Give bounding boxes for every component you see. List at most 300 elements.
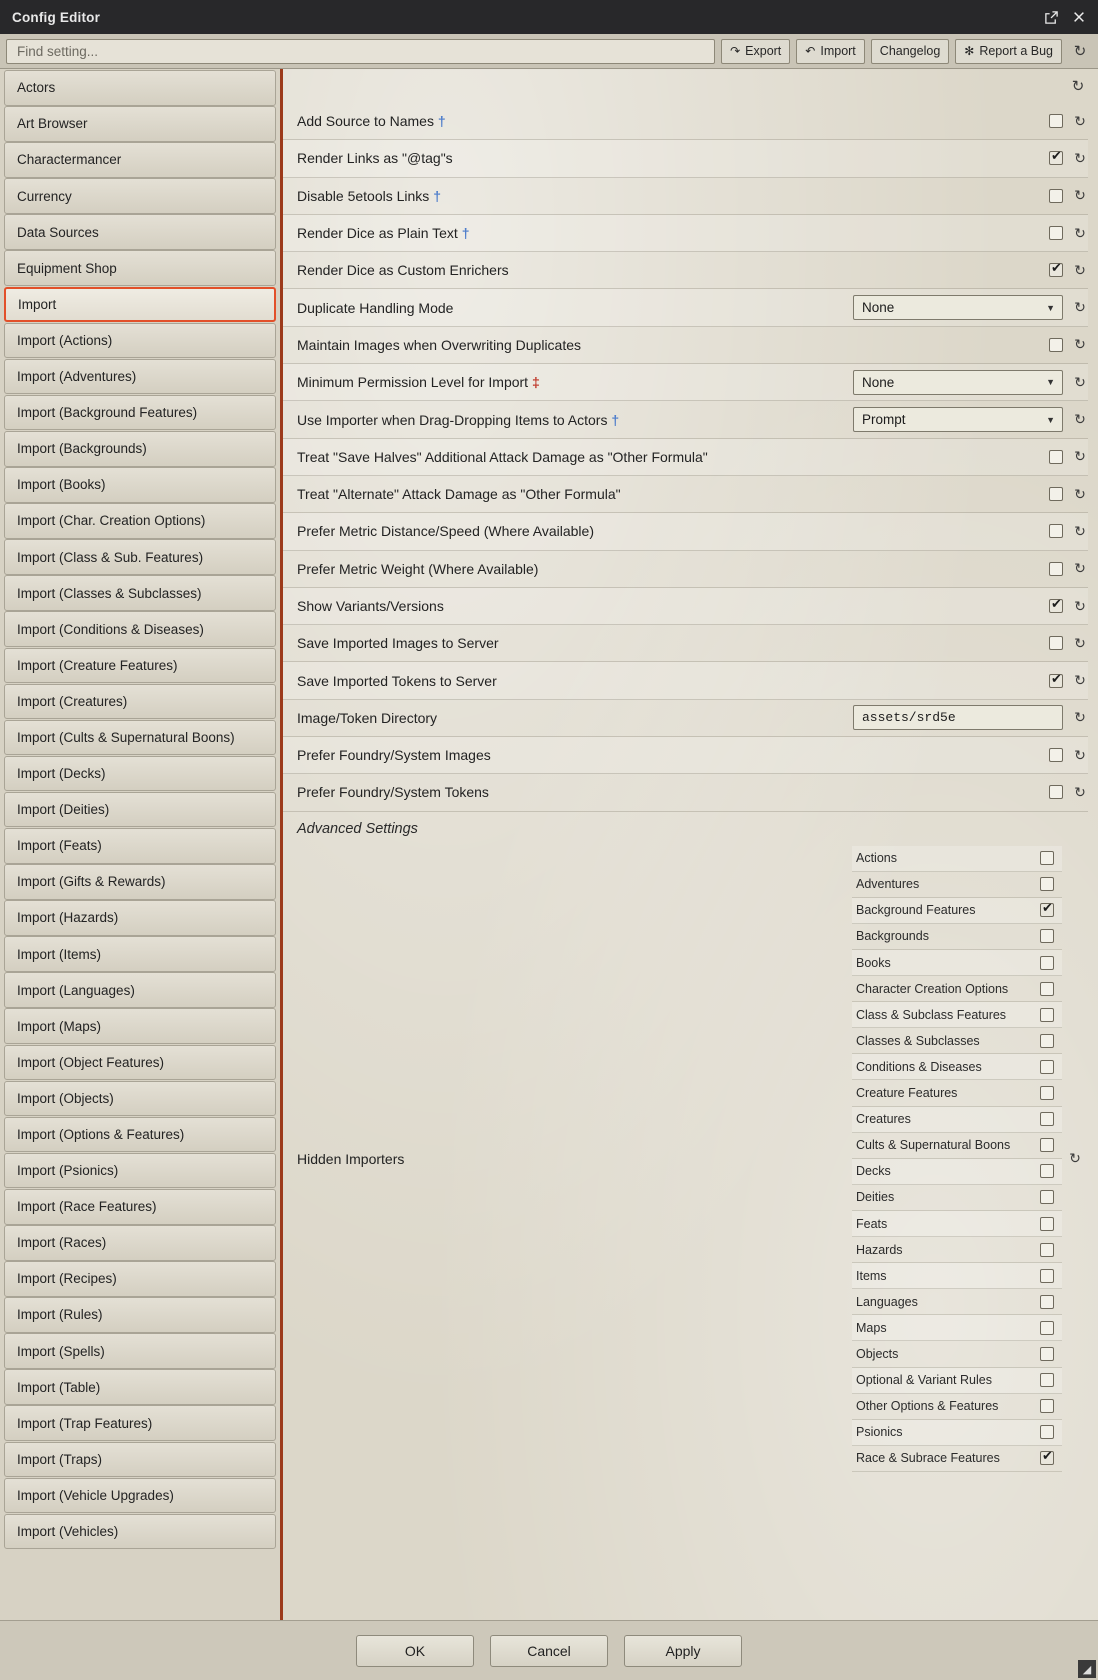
sidebar-item-import-hazards[interactable] bbox=[4, 900, 276, 936]
setting-checkbox[interactable] bbox=[1049, 338, 1063, 352]
hidden-importer-row[interactable] bbox=[852, 1289, 1062, 1315]
sidebar-item-import-backgrounds[interactable] bbox=[4, 431, 276, 467]
setting-reset-icon[interactable]: ↻ bbox=[1074, 411, 1086, 428]
hidden-importers-list bbox=[852, 846, 1062, 1472]
setting-dropdown-value: None bbox=[862, 300, 895, 316]
report-bug-label: Report a Bug bbox=[979, 44, 1053, 58]
sidebar-item-label: Import (Creature Features) bbox=[17, 657, 178, 673]
cancel-button[interactable]: Cancel bbox=[490, 1635, 608, 1667]
hidden-importer-row[interactable] bbox=[852, 1054, 1062, 1080]
settings-pane bbox=[283, 69, 1098, 1620]
apply-button[interactable]: Apply bbox=[624, 1635, 742, 1667]
setting-reset-icon[interactable]: ↻ bbox=[1074, 187, 1086, 204]
hidden-importer-label: Creature Features bbox=[856, 1086, 958, 1101]
sidebar-item-label: Import (Gifts & Rewards) bbox=[17, 874, 166, 890]
import-label: Import bbox=[820, 44, 856, 58]
sidebar-item-import-vehicle-upgrades[interactable] bbox=[4, 1478, 276, 1514]
sidebar-item-import-class-sub-features[interactable] bbox=[4, 539, 276, 575]
hidden-importer-checkbox[interactable] bbox=[1040, 1060, 1054, 1074]
setting-control bbox=[1049, 150, 1088, 167]
setting-reset-icon[interactable]: ↻ bbox=[1074, 485, 1086, 502]
sidebar-item-label: Import (Deities) bbox=[17, 802, 110, 818]
sidebar-item-charactermancer[interactable] bbox=[4, 142, 276, 178]
setting-checkbox[interactable] bbox=[1049, 226, 1063, 240]
hidden-importer-row[interactable] bbox=[852, 1446, 1062, 1472]
setting-checkbox[interactable] bbox=[1049, 450, 1063, 464]
hidden-importer-checkbox[interactable] bbox=[1040, 1034, 1054, 1048]
sidebar-item-label: Charactermancer bbox=[17, 152, 122, 168]
dagger-marker: † bbox=[433, 187, 441, 204]
advanced-settings-header: Advanced Settings bbox=[297, 820, 418, 837]
setting-control bbox=[1049, 523, 1088, 540]
hidden-importer-checkbox[interactable] bbox=[1040, 982, 1054, 996]
setting-label bbox=[297, 188, 1049, 204]
sidebar-item-import-char-creation-options[interactable] bbox=[4, 503, 276, 539]
window-titlebar bbox=[0, 0, 1098, 34]
setting-control bbox=[1049, 598, 1088, 615]
setting-control bbox=[1049, 784, 1088, 801]
hidden-importer-row[interactable] bbox=[852, 1394, 1062, 1420]
hidden-importer-row[interactable] bbox=[852, 1107, 1062, 1133]
setting-label bbox=[297, 747, 1049, 763]
hidden-importer-row[interactable] bbox=[852, 1315, 1062, 1341]
setting-label bbox=[297, 113, 1049, 129]
sidebar-item-label: Actors bbox=[17, 80, 56, 96]
sidebar-item-import-maps[interactable] bbox=[4, 1008, 276, 1044]
sidebar-item-label: Import (Recipes) bbox=[17, 1271, 117, 1287]
setting-row bbox=[283, 178, 1088, 215]
setting-label bbox=[297, 449, 1049, 465]
setting-dropdown[interactable] bbox=[853, 295, 1063, 320]
hidden-importer-checkbox[interactable] bbox=[1040, 956, 1054, 970]
setting-checkbox[interactable] bbox=[1049, 189, 1063, 203]
setting-text-input[interactable] bbox=[853, 705, 1063, 730]
setting-control bbox=[1049, 262, 1088, 279]
hidden-importer-row[interactable] bbox=[852, 1159, 1062, 1185]
sidebar-item-import-feats[interactable] bbox=[4, 828, 276, 864]
hidden-importer-checkbox[interactable] bbox=[1040, 1373, 1054, 1387]
sidebar-item-label: Art Browser bbox=[17, 116, 88, 132]
hidden-importer-row[interactable] bbox=[852, 1002, 1062, 1028]
sidebar-item-label: Import (Vehicles) bbox=[17, 1524, 119, 1540]
hidden-importer-checkbox[interactable] bbox=[1040, 1269, 1054, 1283]
sidebar-item-label: Import (Maps) bbox=[17, 1018, 102, 1034]
sidebar-item-data-sources[interactable] bbox=[4, 214, 276, 250]
hidden-importer-checkbox[interactable] bbox=[1040, 1399, 1054, 1413]
setting-label-text: Render Dice as Custom Enrichers bbox=[297, 262, 509, 279]
setting-label bbox=[297, 561, 1049, 577]
dialog-footer bbox=[0, 1620, 1098, 1680]
hidden-importer-checkbox[interactable] bbox=[1040, 1451, 1054, 1465]
setting-checkbox[interactable] bbox=[1049, 263, 1063, 277]
import-icon: ↶ bbox=[805, 44, 816, 58]
sidebar-item-label: Import (Adventures) bbox=[17, 369, 137, 385]
window-title: Config Editor bbox=[12, 9, 101, 25]
setting-checkbox[interactable] bbox=[1049, 748, 1063, 762]
export-button[interactable] bbox=[721, 39, 790, 64]
double-dagger-marker: ‡ bbox=[531, 374, 540, 391]
sidebar-item-import-vehicles[interactable] bbox=[4, 1514, 276, 1550]
setting-reset-icon[interactable]: ↻ bbox=[1074, 560, 1086, 577]
hidden-importer-checkbox[interactable] bbox=[1040, 1190, 1054, 1204]
setting-row bbox=[283, 476, 1088, 513]
setting-text-value: assets/srd5e bbox=[862, 710, 956, 726]
sidebar-item-label: Import (Char. Creation Options) bbox=[17, 513, 206, 529]
hidden-importer-checkbox[interactable] bbox=[1040, 1008, 1054, 1022]
sidebar-item-import-rules[interactable] bbox=[4, 1297, 276, 1333]
hidden-importer-row[interactable] bbox=[852, 1368, 1062, 1394]
setting-control bbox=[1049, 187, 1088, 204]
hidden-importer-row[interactable] bbox=[852, 1185, 1062, 1211]
setting-label-text: Render Links as "@tag"s bbox=[297, 150, 453, 167]
setting-label-text: Add Source to Names bbox=[297, 113, 434, 130]
sidebar-item-import[interactable] bbox=[4, 287, 276, 323]
hidden-importer-checkbox[interactable] bbox=[1040, 1425, 1054, 1439]
sidebar-item-label: Import (Table) bbox=[17, 1379, 101, 1395]
sidebar-item-import-object-features[interactable] bbox=[4, 1045, 276, 1081]
sidebar-item-label: Import (Background Features) bbox=[17, 405, 198, 421]
sidebar-item-label: Import (Cults & Supernatural Boons) bbox=[17, 729, 235, 745]
settings-list bbox=[283, 103, 1098, 1620]
setting-reset-icon[interactable]: ↻ bbox=[1074, 149, 1086, 166]
setting-label bbox=[297, 784, 1049, 800]
sidebar-item-label: Data Sources bbox=[17, 224, 99, 240]
setting-label-text: Prefer Foundry/System Tokens bbox=[297, 784, 489, 801]
hidden-importer-label: Classes & Subclasses bbox=[856, 1033, 980, 1048]
sidebar-item-label: Import (Traps) bbox=[17, 1451, 103, 1467]
setting-row bbox=[283, 252, 1088, 289]
setting-control bbox=[1049, 113, 1088, 130]
sidebar-item-label: Import (Languages) bbox=[17, 982, 135, 998]
hidden-importer-row[interactable] bbox=[852, 1211, 1062, 1237]
sidebar-item-actors[interactable] bbox=[4, 70, 276, 106]
setting-checkbox[interactable] bbox=[1049, 487, 1063, 501]
sidebar-item-label: Import (Spells) bbox=[17, 1343, 105, 1359]
hidden-importer-checkbox[interactable] bbox=[1040, 851, 1054, 865]
setting-label-text: Maintain Images when Overwriting Duplicates bbox=[297, 336, 582, 353]
hidden-importer-row[interactable] bbox=[852, 924, 1062, 950]
dagger-marker: † bbox=[611, 411, 620, 428]
hidden-importer-checkbox[interactable] bbox=[1040, 1347, 1054, 1361]
setting-label-text: Disable 5etools Links bbox=[297, 187, 430, 204]
hidden-importer-label: Backgrounds bbox=[856, 929, 929, 944]
sidebar-item-import-psionics[interactable] bbox=[4, 1153, 276, 1189]
hidden-importers-label: Hidden Importers bbox=[297, 1150, 405, 1167]
close-icon[interactable] bbox=[1066, 4, 1092, 30]
setting-control bbox=[1049, 560, 1088, 577]
dagger-marker: † bbox=[437, 113, 446, 130]
setting-checkbox[interactable] bbox=[1049, 674, 1063, 688]
setting-control bbox=[853, 370, 1088, 395]
sidebar-item-label: Import (Races) bbox=[17, 1235, 107, 1251]
popout-icon[interactable] bbox=[1038, 4, 1064, 30]
setting-label bbox=[297, 300, 853, 316]
setting-row bbox=[283, 140, 1088, 177]
hidden-importer-label: Conditions & Diseases bbox=[856, 1059, 982, 1074]
sidebar-item-import-trap-features[interactable] bbox=[4, 1405, 276, 1441]
hidden-importer-label: Character Creation Options bbox=[856, 981, 1009, 996]
setting-checkbox[interactable] bbox=[1049, 636, 1063, 650]
sidebar-item-label: Import (Classes & Subclasses) bbox=[17, 585, 202, 601]
hidden-importer-row[interactable] bbox=[852, 976, 1062, 1002]
setting-dropdown[interactable] bbox=[853, 407, 1063, 432]
setting-label bbox=[297, 486, 1049, 502]
hidden-importer-checkbox[interactable] bbox=[1040, 1243, 1054, 1257]
sidebar-item-equipment-shop[interactable] bbox=[4, 250, 276, 286]
sidebar-item-import-deities[interactable] bbox=[4, 792, 276, 828]
hidden-importer-checkbox[interactable] bbox=[1040, 1086, 1054, 1100]
sidebar-item-import-race-features[interactable] bbox=[4, 1189, 276, 1225]
import-button[interactable] bbox=[796, 39, 865, 64]
setting-reset-icon[interactable]: ↻ bbox=[1074, 634, 1086, 651]
setting-reset-icon[interactable]: ↻ bbox=[1074, 299, 1086, 316]
sidebar-item-import-classes-subclasses[interactable] bbox=[4, 575, 276, 611]
sidebar-item-label: Import bbox=[18, 296, 57, 312]
setting-label-text: Prefer Foundry/System Images bbox=[297, 747, 491, 764]
search-field[interactable] bbox=[6, 39, 715, 64]
hidden-importer-label: Creatures bbox=[856, 1112, 911, 1127]
resize-handle[interactable]: ◢ bbox=[1078, 1660, 1096, 1678]
chevron-down-icon: ▼ bbox=[1046, 302, 1055, 313]
setting-row bbox=[283, 774, 1088, 811]
reset-all-icon[interactable]: ↻ bbox=[1073, 43, 1087, 60]
setting-reset-icon[interactable]: ↻ bbox=[1074, 448, 1086, 465]
settings-pane-header bbox=[283, 69, 1098, 103]
hidden-importer-label: Cults & Supernatural Boons bbox=[856, 1138, 1011, 1153]
setting-reset-icon[interactable]: ↻ bbox=[1074, 112, 1086, 129]
sidebar-item-label: Import (Creatures) bbox=[17, 693, 128, 709]
sidebar-item-import-races[interactable] bbox=[4, 1225, 276, 1261]
setting-label bbox=[297, 635, 1049, 651]
hidden-importer-row[interactable] bbox=[852, 1028, 1062, 1054]
sidebar-item-label: Import (Object Features) bbox=[17, 1054, 165, 1070]
sidebar-item-import-creature-features[interactable] bbox=[4, 648, 276, 684]
sidebar-item-import-spells[interactable] bbox=[4, 1333, 276, 1369]
sidebar-item-import-options-features[interactable] bbox=[4, 1117, 276, 1153]
sidebar-item-label: Import (Hazards) bbox=[17, 910, 119, 926]
sidebar-item-label: Import (Vehicle Upgrades) bbox=[17, 1487, 174, 1503]
sidebar-item-label: Import (Class & Sub. Features) bbox=[17, 549, 204, 565]
sidebar-item-import-cults-supernatural-boons[interactable] bbox=[4, 720, 276, 756]
hidden-importer-label: Maps bbox=[856, 1320, 887, 1335]
dagger-marker: † bbox=[461, 225, 470, 242]
sidebar-item-import-recipes[interactable] bbox=[4, 1261, 276, 1297]
sidebar-item-label: Import (Books) bbox=[17, 477, 106, 493]
sidebar-item-import-adventures[interactable] bbox=[4, 359, 276, 395]
hidden-importer-label: Languages bbox=[856, 1294, 918, 1309]
sidebar-item-label: Equipment Shop bbox=[17, 260, 117, 276]
setting-label-text: Image/Token Directory bbox=[297, 709, 438, 726]
hidden-importer-checkbox[interactable] bbox=[1040, 1164, 1054, 1178]
setting-label-text: Duplicate Handling Mode bbox=[297, 299, 454, 316]
setting-label bbox=[297, 150, 1049, 166]
hidden-importer-row[interactable] bbox=[852, 1133, 1062, 1159]
setting-checkbox[interactable] bbox=[1049, 599, 1063, 613]
sidebar-item-import-items[interactable] bbox=[4, 936, 276, 972]
changelog-button[interactable] bbox=[871, 39, 949, 64]
hidden-importers-reset-icon[interactable]: ↻ bbox=[1069, 1150, 1081, 1167]
hidden-importer-checkbox[interactable] bbox=[1040, 1321, 1054, 1335]
search-input[interactable] bbox=[15, 43, 706, 60]
export-label: Export bbox=[745, 44, 782, 58]
hidden-importer-row[interactable] bbox=[852, 1341, 1062, 1367]
setting-label-text: Show Variants/Versions bbox=[297, 598, 444, 614]
setting-reset-icon[interactable]: ↻ bbox=[1074, 672, 1086, 689]
setting-label-text: Prefer Metric Distance/Speed (Where Available) bbox=[297, 523, 594, 540]
setting-row bbox=[283, 364, 1088, 401]
sidebar-item-label: Import (Decks) bbox=[17, 766, 106, 782]
hidden-importer-label: Actions bbox=[856, 851, 897, 866]
sidebar-item-import-objects[interactable] bbox=[4, 1081, 276, 1117]
sidebar-item-label: Import (Psionics) bbox=[17, 1163, 119, 1179]
setting-label bbox=[297, 225, 1049, 241]
sidebar-item-import-languages[interactable] bbox=[4, 972, 276, 1008]
setting-checkbox[interactable] bbox=[1049, 114, 1063, 128]
sidebar-item-label: Import (Options & Features) bbox=[17, 1127, 185, 1143]
toolbar bbox=[0, 34, 1098, 69]
setting-label bbox=[297, 673, 1049, 689]
hidden-importer-row[interactable] bbox=[852, 1420, 1062, 1446]
setting-control bbox=[853, 295, 1088, 320]
sidebar-item-label: Currency bbox=[17, 188, 72, 204]
hidden-importer-label: Books bbox=[856, 955, 891, 970]
setting-label bbox=[297, 710, 853, 726]
setting-row bbox=[283, 625, 1088, 662]
sidebar-item-label: Import (Objects) bbox=[17, 1090, 114, 1106]
setting-label bbox=[297, 337, 1049, 353]
sidebar-item-import-gifts-rewards[interactable] bbox=[4, 864, 276, 900]
setting-control bbox=[853, 407, 1088, 432]
setting-dropdown[interactable] bbox=[853, 370, 1063, 395]
report-bug-button[interactable] bbox=[955, 39, 1062, 64]
hidden-importer-checkbox[interactable] bbox=[1040, 1217, 1054, 1231]
setting-label-text: Save Imported Images to Server bbox=[297, 635, 499, 652]
hidden-importer-row[interactable] bbox=[852, 1080, 1062, 1106]
sidebar-item-label: Import (Conditions & Diseases) bbox=[17, 621, 204, 637]
window-body bbox=[0, 69, 1098, 1620]
chevron-down-icon: ▼ bbox=[1046, 414, 1055, 425]
setting-label-text: Prefer Metric Weight (Where Available) bbox=[297, 560, 539, 577]
setting-row bbox=[283, 439, 1088, 476]
setting-control bbox=[1049, 747, 1088, 764]
setting-checkbox[interactable] bbox=[1049, 524, 1063, 538]
setting-row bbox=[283, 551, 1088, 588]
setting-checkbox[interactable] bbox=[1049, 151, 1063, 165]
setting-row bbox=[283, 215, 1088, 252]
hidden-importer-row[interactable] bbox=[852, 1263, 1062, 1289]
setting-row bbox=[283, 513, 1088, 550]
setting-checkbox[interactable] bbox=[1049, 785, 1063, 799]
setting-row bbox=[283, 588, 1088, 625]
hidden-importer-checkbox[interactable] bbox=[1040, 1112, 1054, 1126]
hidden-importer-checkbox[interactable] bbox=[1040, 903, 1054, 917]
sidebar-item-currency[interactable] bbox=[4, 178, 276, 214]
setting-label bbox=[297, 262, 1049, 278]
hidden-importer-label: Deities bbox=[856, 1190, 895, 1205]
chevron-down-icon: ▼ bbox=[1046, 377, 1055, 388]
hidden-importer-checkbox[interactable] bbox=[1040, 929, 1054, 943]
sidebar-item-label: Import (Trap Features) bbox=[17, 1415, 153, 1431]
setting-label bbox=[297, 523, 1049, 539]
sidebar-item-import-conditions-diseases[interactable] bbox=[4, 611, 276, 647]
setting-label-text: Treat "Alternate" Attack Damage as "Other Formula" bbox=[297, 486, 621, 503]
setting-reset-icon[interactable]: ↻ bbox=[1074, 783, 1086, 800]
sidebar-item-import-decks[interactable] bbox=[4, 756, 276, 792]
hidden-importer-row[interactable] bbox=[852, 950, 1062, 976]
setting-row bbox=[283, 662, 1088, 699]
setting-control bbox=[853, 705, 1088, 730]
setting-row bbox=[283, 700, 1088, 737]
setting-label bbox=[297, 374, 853, 390]
hidden-importer-label: Hazards bbox=[856, 1242, 903, 1257]
setting-row bbox=[283, 327, 1088, 364]
hidden-importer-row[interactable] bbox=[852, 1237, 1062, 1263]
setting-reset-icon[interactable]: ↻ bbox=[1074, 597, 1086, 614]
hidden-importer-checkbox[interactable] bbox=[1040, 1138, 1054, 1152]
sidebar-item-import-creatures[interactable] bbox=[4, 684, 276, 720]
sidebar-item-art-browser[interactable] bbox=[4, 106, 276, 142]
sidebar-item-import-table[interactable] bbox=[4, 1369, 276, 1405]
sidebar-item-label: Import (Race Features) bbox=[17, 1199, 157, 1215]
hidden-importer-label: Objects bbox=[856, 1346, 899, 1361]
setting-dropdown-value: Prompt bbox=[862, 412, 906, 428]
sidebar-item-label: Import (Backgrounds) bbox=[17, 441, 147, 457]
export-icon: ↷ bbox=[730, 44, 741, 58]
setting-reset-icon[interactable]: ↻ bbox=[1074, 224, 1086, 241]
setting-reset-icon[interactable]: ↻ bbox=[1074, 709, 1086, 726]
hidden-importer-label: Decks bbox=[856, 1164, 891, 1179]
setting-reset-icon[interactable]: ↻ bbox=[1074, 261, 1086, 278]
hidden-importer-row[interactable] bbox=[852, 872, 1062, 898]
setting-reset-icon[interactable]: ↻ bbox=[1074, 373, 1086, 390]
hidden-importer-label: Race & Subrace Features bbox=[856, 1451, 1000, 1466]
setting-control bbox=[1049, 672, 1088, 689]
ok-button[interactable]: OK bbox=[356, 1635, 474, 1667]
setting-label-text: Save Imported Tokens to Server bbox=[297, 672, 497, 689]
setting-control bbox=[1049, 448, 1088, 465]
setting-row bbox=[283, 103, 1088, 140]
hidden-importer-row[interactable] bbox=[852, 898, 1062, 924]
bug-icon: ✻ bbox=[964, 44, 975, 58]
hidden-importer-checkbox[interactable] bbox=[1040, 877, 1054, 891]
hidden-importer-label: Adventures bbox=[856, 877, 920, 892]
sidebar-item-import-books[interactable] bbox=[4, 467, 276, 503]
reset-section-icon[interactable]: ↻ bbox=[1071, 78, 1085, 95]
hidden-importer-checkbox[interactable] bbox=[1040, 1295, 1054, 1309]
setting-control bbox=[1049, 635, 1088, 652]
setting-reset-icon[interactable]: ↻ bbox=[1074, 746, 1086, 763]
setting-control bbox=[1049, 225, 1088, 242]
setting-label bbox=[297, 412, 853, 428]
setting-row bbox=[283, 401, 1088, 438]
hidden-importer-label: Psionics bbox=[856, 1425, 903, 1440]
hidden-importer-row[interactable] bbox=[852, 846, 1062, 872]
setting-label-text: Minimum Permission Level for Import bbox=[297, 374, 529, 391]
sidebar-item-label: Import (Feats) bbox=[17, 838, 102, 854]
setting-control bbox=[1049, 486, 1088, 503]
sidebar-item-import-background-features[interactable] bbox=[4, 395, 276, 431]
setting-row bbox=[283, 737, 1088, 774]
sidebar-item-import-traps[interactable] bbox=[4, 1442, 276, 1478]
sidebar-item-import-actions[interactable] bbox=[4, 323, 276, 359]
changelog-label: Changelog bbox=[879, 44, 941, 58]
setting-reset-icon[interactable]: ↻ bbox=[1074, 336, 1086, 353]
setting-reset-icon[interactable]: ↻ bbox=[1074, 522, 1086, 539]
setting-checkbox[interactable] bbox=[1049, 562, 1063, 576]
sidebar[interactable] bbox=[0, 69, 283, 1620]
setting-label bbox=[297, 598, 1049, 614]
hidden-importer-label: Feats bbox=[856, 1216, 888, 1231]
